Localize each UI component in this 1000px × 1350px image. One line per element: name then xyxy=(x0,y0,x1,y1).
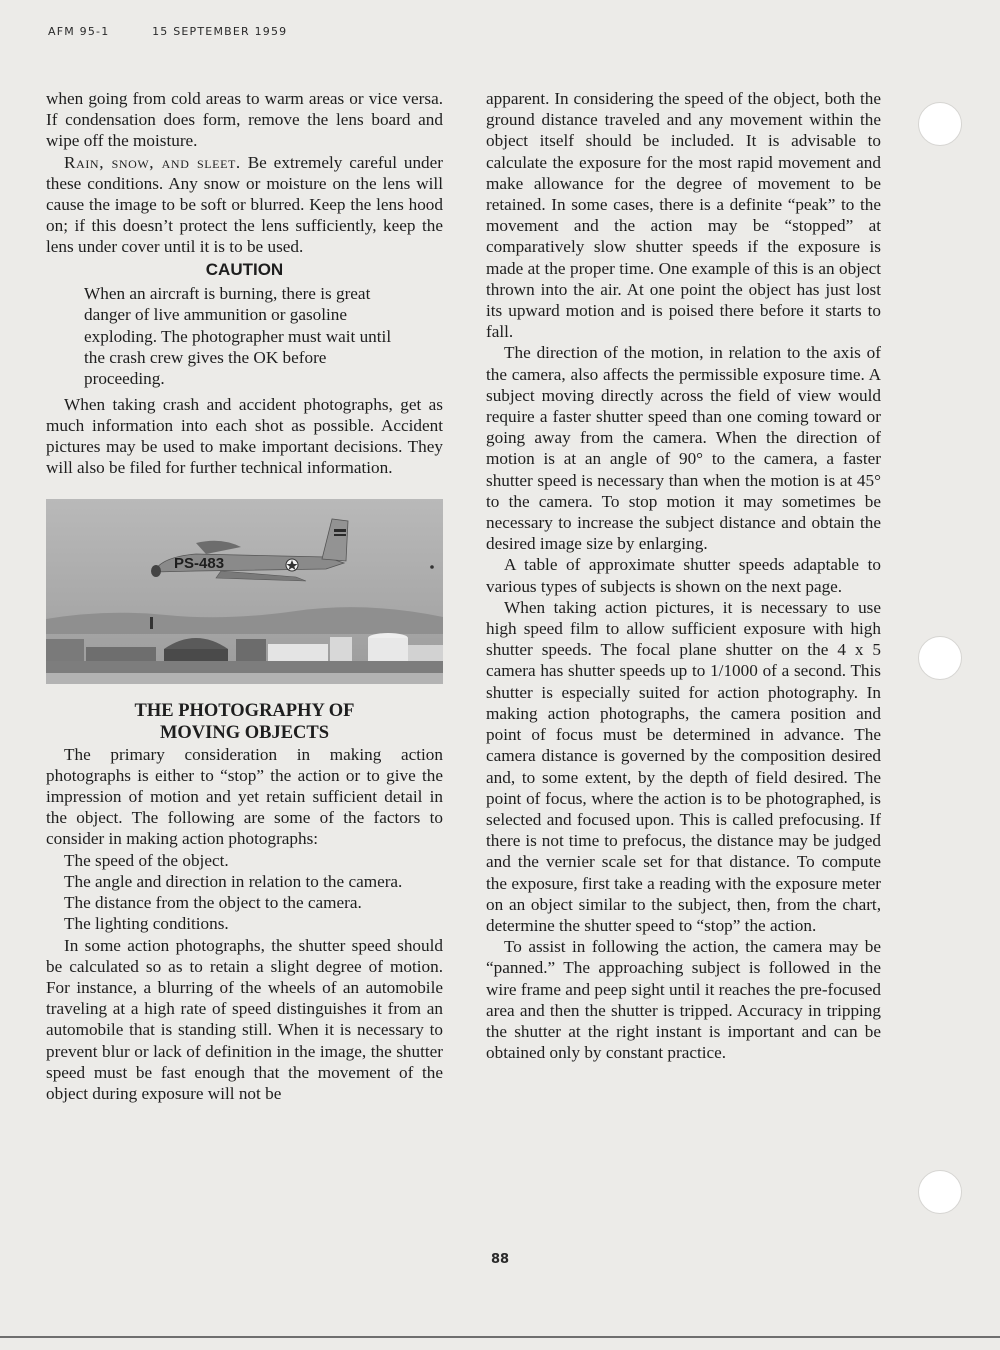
caution-box xyxy=(84,283,404,390)
aircraft-photo xyxy=(46,499,443,684)
page-header xyxy=(48,25,325,38)
paragraph: when going from cold areas to warm areas or vice versa. If condensation does form, remove the lens board and wipe off the moisture. xyxy=(46,89,443,151)
paragraph: A table of approximate shutter speeds adaptable to various types of subjects is shown on the next page. xyxy=(486,555,881,596)
factor-item: The angle and direction in relation to the camera. xyxy=(64,871,403,891)
left-column xyxy=(46,88,443,1104)
aircraft-photo-image xyxy=(46,499,443,684)
paragraph-body: Be extremely careful under these conditions. Any snow or moisture on the lens will cause the image to be soft or blurred. Keep the lens hood on; if this doesn’t protect the lens sufficiently, keep the lens under cover until it is to be used. xyxy=(46,152,443,257)
page-number: 88 xyxy=(490,1252,510,1267)
paragraph: In some action photographs, the shutter speed should be calculated so as to retain a slight degree of motion. For instance, a blurring of the wheels of an automobile traveling at a high rate of speed distinguishes it from an automobile that is standing still. When it is necessary to prevent blur or lack of definition in the image, the shutter speed must be fast enough that the movement of the object during exposure will not be xyxy=(46,935,443,1103)
paragraph: The primary consideration in making action photographs is either to “stop” the action or to give the impression of motion and yet retain sufficient detail in the object. The following are some of the factors to consider in making action photographs: xyxy=(46,744,443,849)
paragraph-rain-snow-sleet xyxy=(46,152,443,258)
paragraph: apparent. In considering the speed of the object, both the ground distance traveled and any movement within the object itself should be included. It is advisable to calculate the exposure for the most rapid movement and make allowance for the degree of movement to be retained. In some cases, there is a definite “peak” to the movement and the action may be “stopped” at comparatively slow shutter speeds if the exposure is made at the proper time. One example of this is an object thrown into the air. At one point the object has just lost its upward motion and is poised there before it starts to fall. xyxy=(486,89,881,342)
binder-hole xyxy=(918,1170,962,1214)
paragraph: When taking crash and accident photographs, get as much information into each shot as possible. Accident pictures may be used to make important decisions. They will also be filed for further technical information. xyxy=(46,394,443,478)
caution-text: When an aircraft is burning, there is great danger of live ammunition or gasoline exploding. The photographer must wait until the crash crew gives the OK before proceeding. xyxy=(84,283,392,389)
factor-item: The distance from the object to the camera. xyxy=(64,893,362,913)
paragraph: To assist in following the action, the camera may be “panned.” The approaching subject is followed in the wire frame and peep sight until it reaches the pre-focused area and then the shutter is tripped. Accuracy in tripping the shutter at the right instant is important and can be obtained only by constant practice. xyxy=(486,937,881,1063)
factor-item: The speed of the object. xyxy=(64,850,229,870)
section-title-line: MOVING OBJECTS xyxy=(159,722,330,743)
run-in-heading: Rain, snow, and sleet. xyxy=(64,152,241,172)
section-title-line: THE PHOTOGRAPHY OF xyxy=(134,700,355,721)
document-id: AFM 95-1 xyxy=(48,25,110,38)
right-column xyxy=(486,88,881,1063)
paragraph: When taking action pictures, it is necessary to use high speed film to allow sufficient exposure with high shutter speeds. The focal plane shutter on the 4 x 5 camera has shutter speeds up to 1/1000 of a second. This shutter is especially suited for action photography. In making action photographs, the camera position and point of focus must be determined in advance. The camera distance is governed by the composition desired and, to some extent, by the depth of field desired. The point of focus, where the action is to be photographed, is selected and focused upon. This is called prefocusing. If there is not time to prefocus, the distance may be judged and the vernier scale set for that distance. To compute the exposure, first take a reading with the exposure meter on an object similar to the subject, then, from the chart, determine the shutter speed to “stop” the action. xyxy=(486,597,881,935)
section-title xyxy=(46,700,443,744)
caution-title: CAUTION xyxy=(205,259,284,279)
paragraph: The direction of the motion, in relation to the axis of the camera, also affects the permissible exposure time. A subject moving directly across the field of view would require a faster shutter speed than one coming toward or going away from the camera. When the direction of motion is at an angle of 90° to the camera, a faster shutter speed is necessary than when the motion is at 45° to the camera. To stop motion it may sometimes be necessary to increase the subject distance and obtain the desired image size by enlarging. xyxy=(486,343,881,554)
aircraft-marking: PS-483 xyxy=(174,554,225,572)
binder-hole xyxy=(918,636,962,680)
binder-hole xyxy=(918,102,962,146)
document-date: 15 SEPTEMBER 1959 xyxy=(152,25,288,38)
factor-item: The lighting conditions. xyxy=(64,914,229,934)
page-edge-line xyxy=(0,1336,1000,1338)
